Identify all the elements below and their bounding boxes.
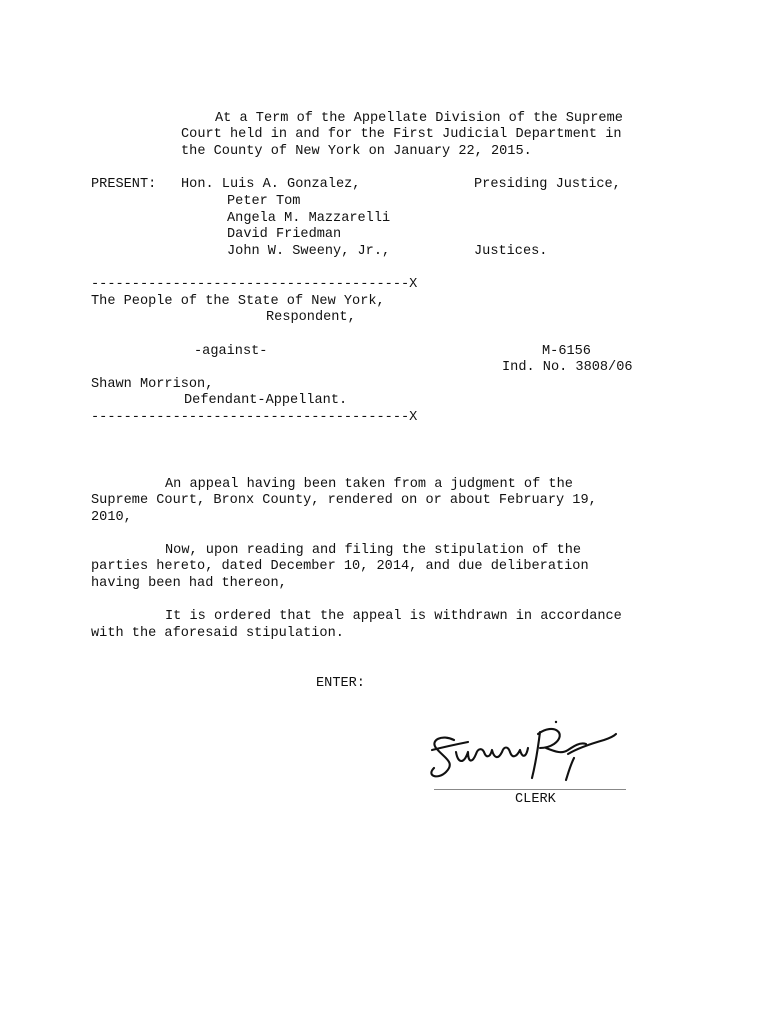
paragraph-1-line-1: An appeal having been taken from a judgment of the — [165, 477, 573, 492]
signature-icon — [428, 718, 618, 784]
clerk-label: CLERK — [515, 792, 556, 807]
caption-rule-top: ---------------------------------------X — [91, 277, 418, 292]
paragraph-2-line-1: Now, upon reading and filing the stipulation of the — [165, 543, 582, 558]
paragraph-2-line-2: parties hereto, dated December 10, 2014, and due deliberation — [91, 559, 589, 574]
signature-line — [434, 789, 626, 790]
paragraph-2-line-3: having been had thereon, — [91, 576, 287, 591]
caption-rule-bottom: ---------------------------------------X — [91, 410, 418, 425]
judge-friedman: David Friedman — [227, 227, 342, 242]
paragraph-1-line-3: 2010, — [91, 510, 132, 525]
plaintiff-name: The People of the State of New York, — [91, 294, 385, 309]
judge-tom: Peter Tom — [227, 194, 301, 209]
judge-mazzarelli: Angela M. Mazzarelli — [227, 211, 391, 226]
judge-gonzalez: Hon. Luis A. Gonzalez, — [181, 177, 361, 192]
indictment-number: Ind. No. 3808/06 — [502, 360, 633, 375]
judge-sweeny: John W. Sweeny, Jr., — [227, 244, 391, 259]
motion-number: M-6156 — [542, 344, 591, 359]
paragraph-3-line-2: with the aforesaid stipulation. — [91, 626, 344, 641]
justices-title: Justices. — [474, 244, 548, 259]
defendant-name: Shawn Morrison, — [91, 377, 214, 392]
term-line-2: Court held in and for the First Judicial Department in — [181, 127, 622, 142]
defendant-role: Defendant-Appellant. — [184, 393, 348, 408]
versus-label: -against- — [194, 344, 268, 359]
paragraph-3-line-1: It is ordered that the appeal is withdrawn in accordance — [165, 609, 622, 624]
presiding-justice-title: Presiding Justice, — [474, 177, 621, 192]
present-label: PRESENT: — [91, 177, 157, 192]
enter-label: ENTER: — [316, 676, 365, 691]
plaintiff-role: Respondent, — [266, 310, 356, 325]
paragraph-1-line-2: Supreme Court, Bronx County, rendered on or about February 19, — [91, 493, 597, 508]
term-line-3: the County of New York on January 22, 2015. — [181, 144, 532, 159]
term-line-1: At a Term of the Appellate Division of the Supreme — [215, 111, 623, 126]
